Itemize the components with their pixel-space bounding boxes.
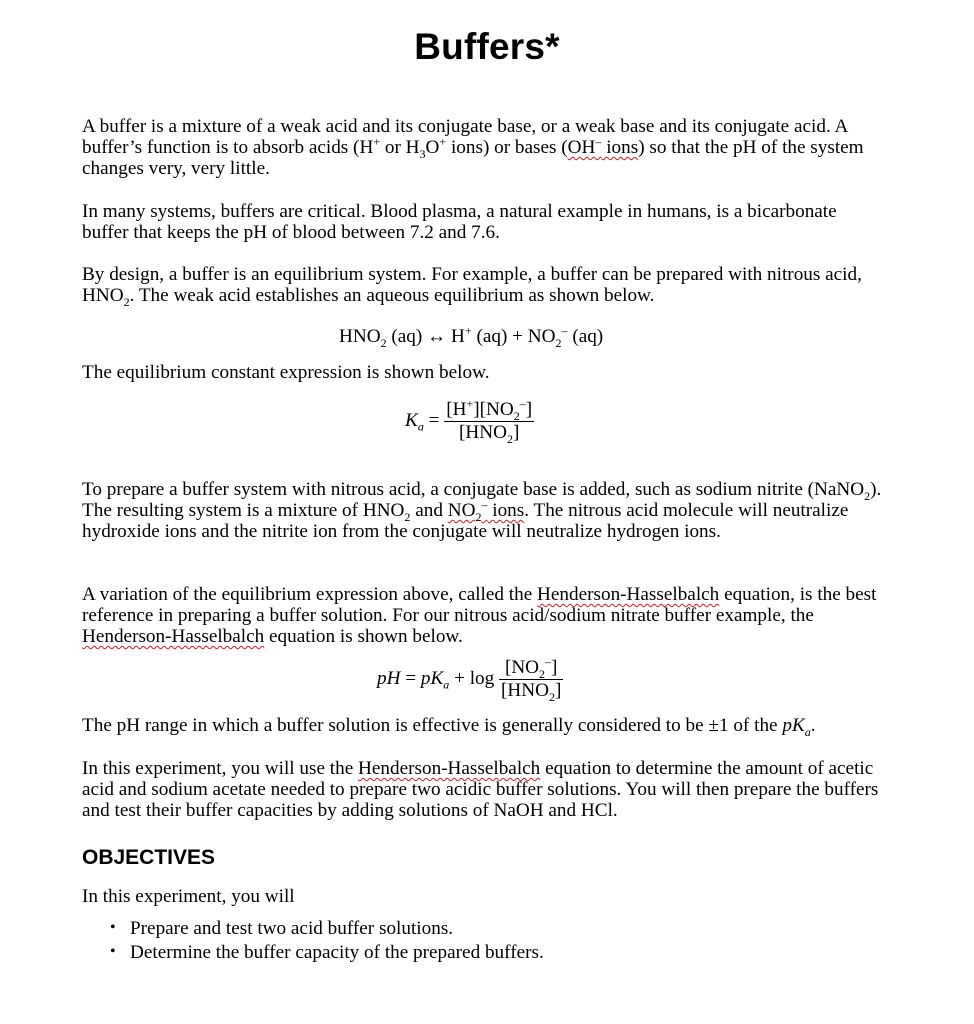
spellcheck-hh-1: Henderson-Hasselbalch (537, 584, 720, 605)
bullet-icon: • (110, 943, 116, 960)
experiment-paragraph: In this experiment, you will use the Henderson-Hasselbalch equation to determine the amount of acetic acid and sodium acetate needed to prepare two acidic buffer solutions. You will then prepare the buffers and test their buffer capacities by adding solutions of NaOH and HCl. (82, 758, 879, 821)
constant-intro: The equilibrium constant expression is shown below. (82, 362, 490, 383)
objectives-list (110, 917, 544, 965)
spellcheck-oh-ions: OH– ions (567, 134, 639, 158)
blood-paragraph: In many systems, buffers are critical. Blood plasma, a natural example in humans, is a bicarbonate buffer that keeps the pH of blood between 7.2 and 7.6. (82, 201, 837, 243)
list-item: • Prepare and test two acid buffer solutions. (110, 918, 454, 939)
design-paragraph: By design, a buffer is an equilibrium system. For example, a buffer can be prepared with nitrous acid, $HNO_2$. The weak acid establishes an aqueous equilibrium as shown below. (82, 264, 862, 309)
objectives-intro: In this experiment, you will (82, 886, 295, 907)
spellcheck-hh-3: Henderson-Hasselbalch (358, 758, 541, 779)
ka-expression: $K_a$ = $\frac{[H^+][NO_2^-]}{[HNO_2]}$ (405, 396, 533, 446)
list-item: • Determine the buffer capacity of the prepared buffers. (110, 942, 544, 963)
prepare-paragraph: To prepare a buffer system with nitrous acid, a conjugate base is added, such as sodium nitrite (NaNO$_2$). The resulting system is a mixture of $HNO_2$ and $NO_2^-$ ions. The nitrous acid molecule will neutralize hydroxide ions and the nitrite ion from the conjugate will neutralize hydrogen ions. (82, 479, 882, 542)
objectives-heading: OBJECTIVES (82, 846, 216, 869)
bullet-icon: • (110, 919, 116, 936)
range-sentence: The pH range in which a buffer solution is effective is generally considered to be ±1 of the $pK_a$. (82, 715, 816, 739)
page-title: Buffers* (414, 26, 560, 67)
intro-paragraph: A buffer is a mixture of a weak acid and its conjugate base, or a weak base and its conjugate acid. A buffer’s function is to absorb acids (H+ or $H_3O^+$ ions) or bases (OH– ions) so that the pH of the system changes very, very little. (82, 116, 864, 179)
spellcheck-hh-2: Henderson-Hasselbalch (82, 626, 265, 647)
spellcheck-no2-ions: $NO_2^-$ ions (447, 497, 525, 524)
hh-fraction: $\frac{[NO_2^-]}{[HNO_2]}$ (501, 654, 562, 704)
hh-paragraph: A variation of the equilibrium expression above, called the Henderson-Hasselbalch equation, is the best reference in preparing a buffer solution. For our nitrous acid/sodium nitrate buffer example, the Henderson-Hasselbalch equation is shown below. (82, 584, 877, 647)
hh-expression: pH = $pK_a + \log$ $\frac{[NO_2^-]}{[HNO_2]}$ (377, 654, 562, 704)
ka-fraction: $\frac{[H^+][NO_2^-]}{[HNO_2]}$ (446, 396, 533, 446)
equilibrium-equation: $HNO_2$ (aq) ↔ H+ $(aq) + NO_2^-$ (aq) (339, 323, 604, 350)
